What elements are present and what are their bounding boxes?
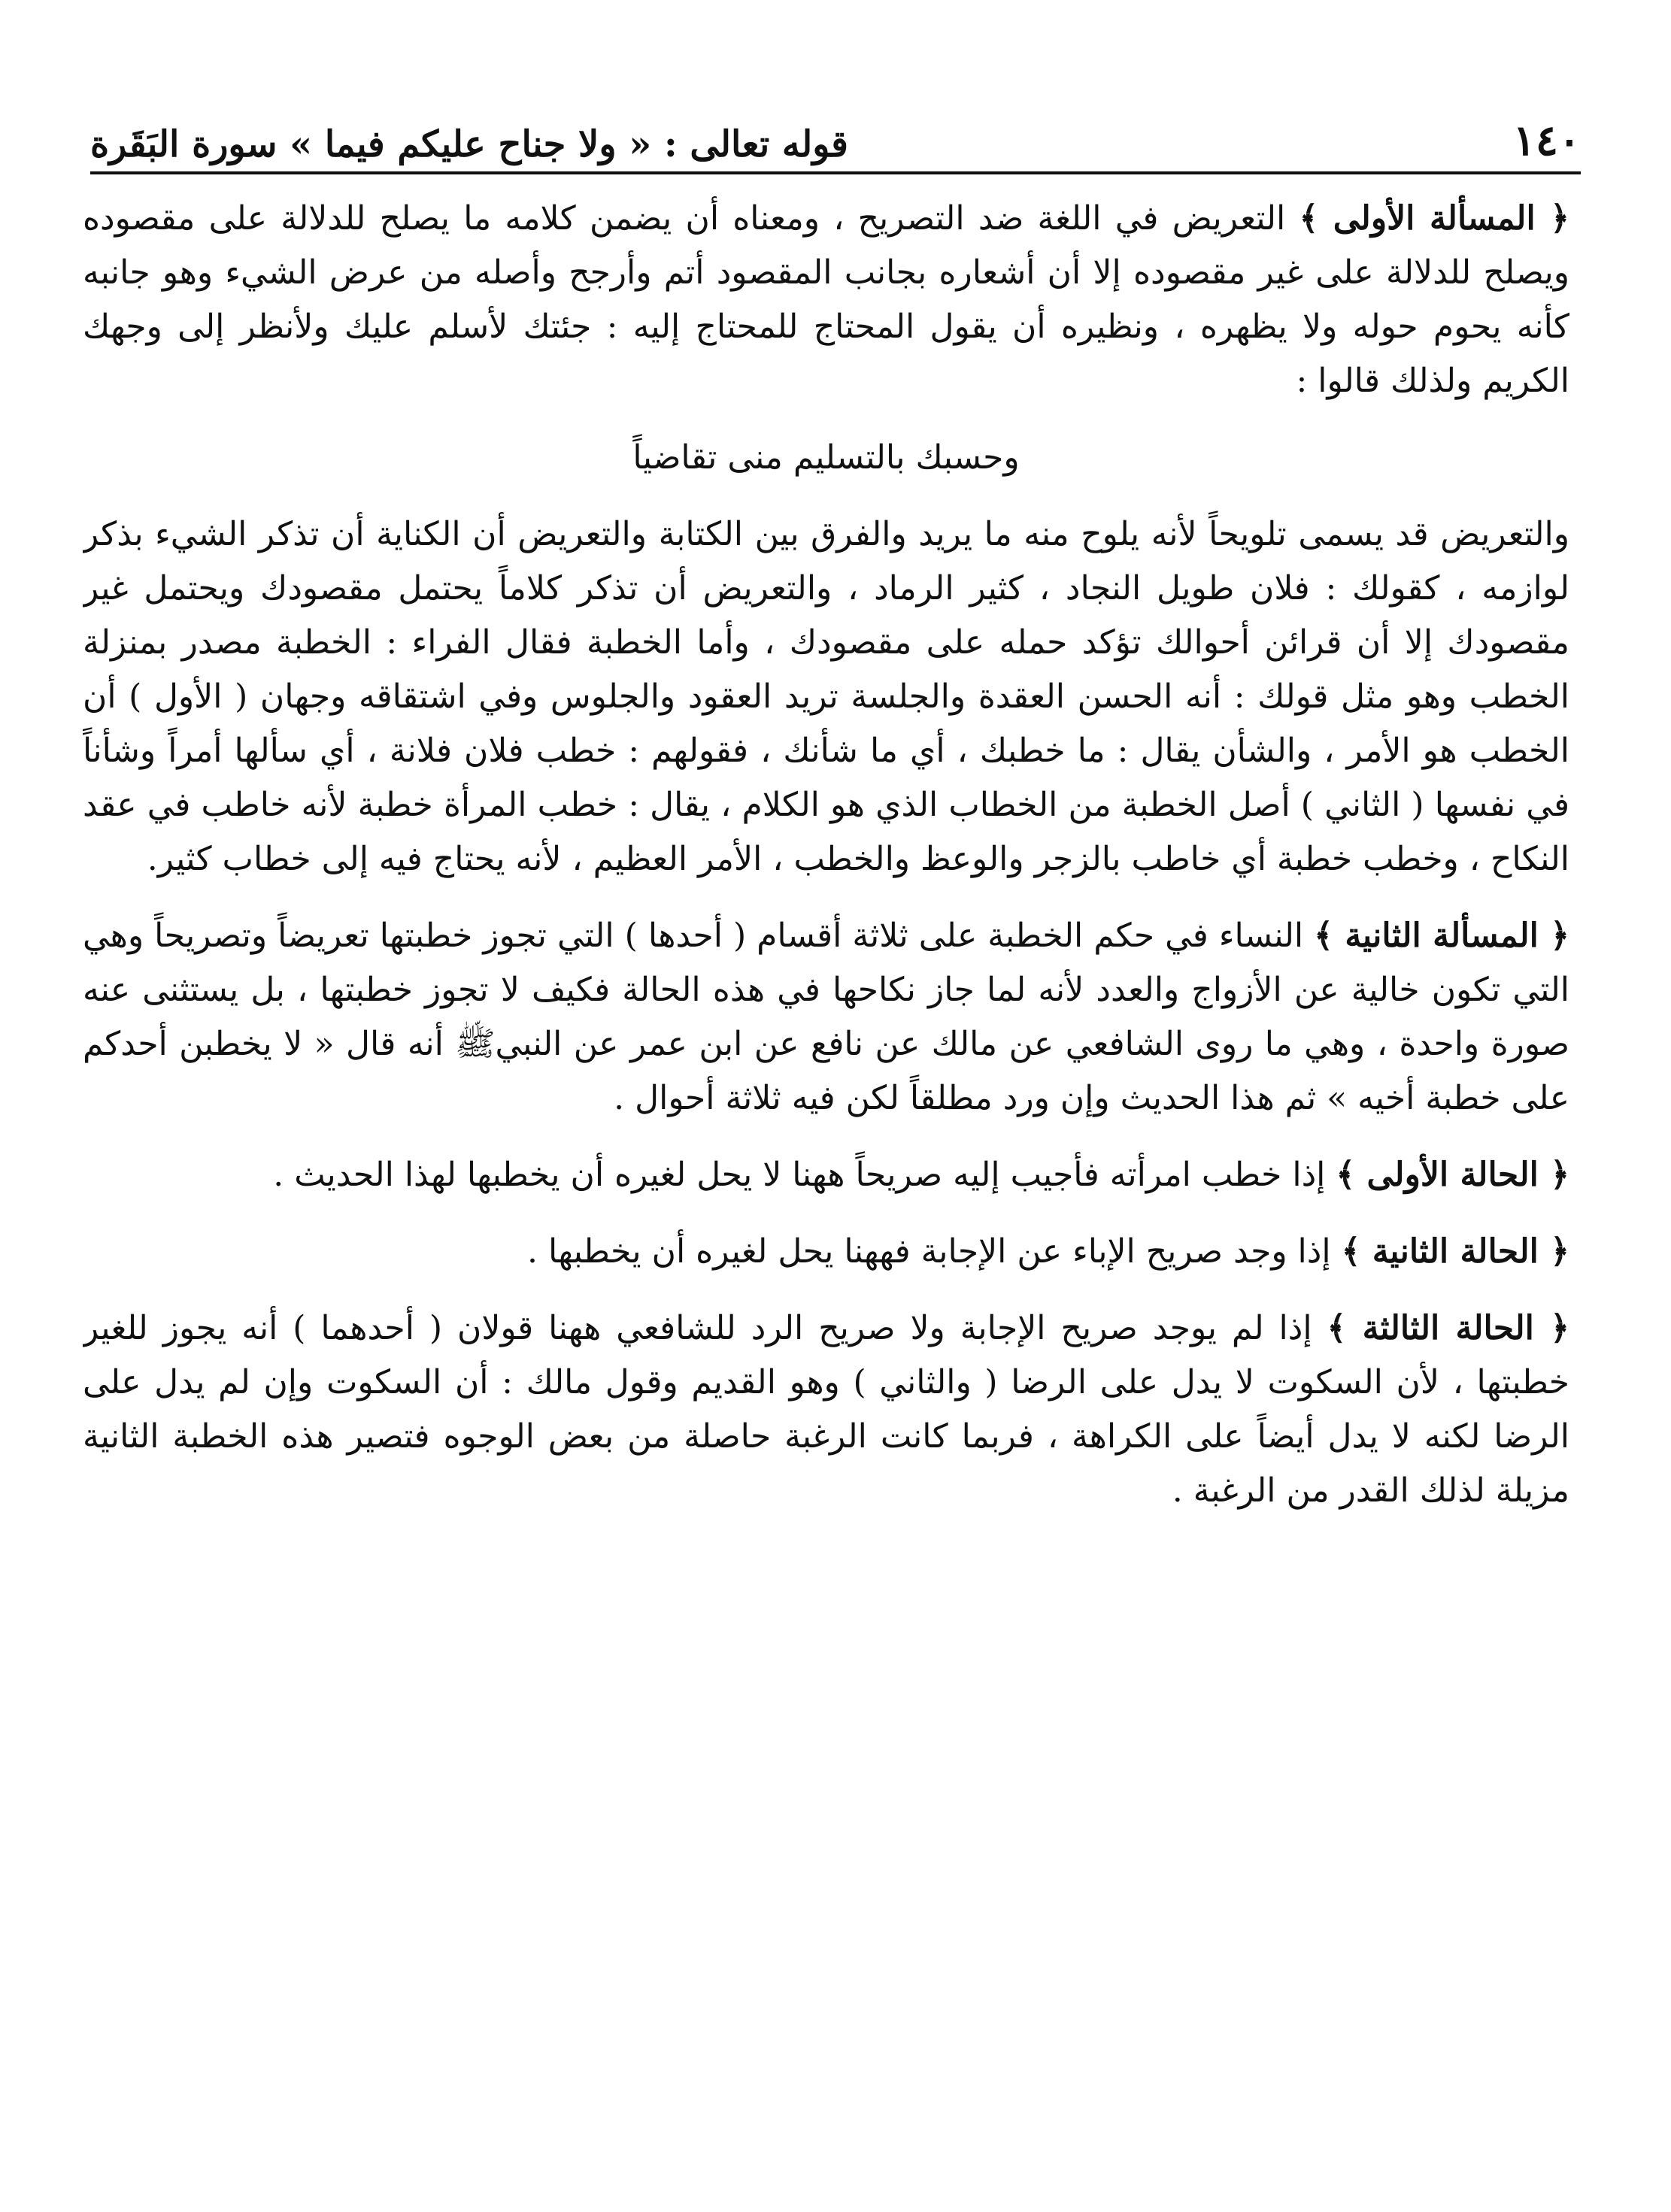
paragraph-text: التعريض في اللغة ضد التصريح ، ومعناه أن يضمن كلامه ما يصلح للدلالة على مقصوده ويصلح للدلالة على غير مقصوده إلا أن أشعاره بجانب المقصود أتم وأرجح وأصله من عرض الشيء وهو جانبه كأنه يحوم حوله ولا يظهره ، ونظيره أن يقول المحتاج للمحتاج إليه : جئتك لأسلم عليك ولأنظر إلى وجهك الكريم ولذلك قالوا : [83,199,1569,400]
paragraph-hala-1 [83,1148,1569,1202]
paragraph-heading: ﴿ الحالة الثانية ﴾ [1341,1232,1569,1271]
paragraph-text: إذا خطب امرأته فأجيب إليه صريحاً ههنا لا يحل لغيره أن يخطبها لهذا الحديث . [273,1156,1326,1194]
paragraph-tarid [83,508,1569,886]
paragraph-hala-2 [83,1225,1569,1279]
paragraph-heading: ﴿ الحالة الثالثة ﴾ [1327,1309,1569,1347]
paragraph-heading: ﴿ المسألة الثانية ﴾ [1314,917,1569,955]
paragraph-masala-2 [83,909,1569,1126]
paragraph-text: إذا وجد صريح الإباء عن الإجابة فههنا يحل لغيره أن يخطبها . [526,1232,1331,1271]
paragraph-text: النساء في حكم الخطبة على ثلاثة أقسام ( أحدها ) التي تجوز خطبتها تعريضاً وتصريحاً وهي التي تكون خالية عن الأزواج والعدد لأنه لما جاز نكاحها في هذه الحالة فكيف لا تجوز خطبتها ، بل يستثنى عنه صورة واحدة ، وهي ما روى الشافعي عن مالك عن نافع عن ابن عمر عن النبيﷺ أنه قال « لا يخطبن أحدكم على خطبة أخيه » ثم هذا الحديث وإن ورد مطلقاً لكن فيه ثلاثة أحوال . [83,917,1569,1117]
page-body [83,192,1569,2182]
header-title: قوله تعالى : « ولا جناح عليكم فيما » سورة البَقَرة [90,123,848,165]
paragraph-masala-1 [83,192,1569,408]
paragraph-heading: ﴿ الحالة الأولى ﴾ [1336,1156,1569,1194]
paragraph-heading: ﴿ المسألة الأولى ﴾ [1299,199,1569,238]
paragraph-text: إذا لم يوجد صريح الإجابة ولا صريح الرد للشافعي ههنا قولان ( أحدهما ) أنه يجوز للغير خطبتها ، لأن السكوت لا يدل على الرضا ( والثاني ) وهو القديم وقول مالك : أن السكوت وإن لم يدل على الرضا لكنه لا يدل أيضاً على الكراهة ، فربما كانت الرغبة حاصلة من بعض الوجوه فتصير هذه الخطبة الثانية مزيلة لذلك القدر من الرغبة . [83,1309,1569,1510]
header-rule [90,171,1581,174]
poetry-verse: وحسبك بالتسليم منى تقاضياً [632,438,1020,477]
page-number: ١٤٠ [1512,116,1581,165]
paragraph-text: والتعريض قد يسمى تلويحاً لأنه يلوح منه ما يريد والفرق بين الكتابة والتعريض أن الكناية أن تذكر الشيء بذكر لوازمه ، كقولك : فلان طويل النجاد ، كثير الرماد ، والتعريض أن تذكر كلاماً يحتمل مقصودك ويحتمل غير مقصودك إلا أن قرائن أحوالك تؤكد حمله على مقصودك ، وأما الخطبة فقال الفراء : الخطبة مصدر بمنزلة الخطب وهو مثل قولك : أنه الحسن العقدة والجلسة تريد العقود والجلوس وفي اشتقاقه وجهان ( الأول ) أن الخطب هو الأمر ، والشأن يقال : ما خطبك ، أي ما شأنك ، فقولهم : خطب فلان فلانة ، أي سألها أمراً وشأناً في نفسها ( الثاني ) أصل الخطبة من الخطاب الذي هو الكلام ، يقال : خطب المرأة خطبة لأنه خاطب في عقد النكاح ، وخطب خطبة أي خاطب بالزجر والوعظ والخطب ، الأمر العظيم ، لأنه يحتاج فيه إلى خطاب كثير. [83,515,1569,878]
running-header [90,98,1581,165]
paragraph-hala-3 [83,1301,1569,1518]
